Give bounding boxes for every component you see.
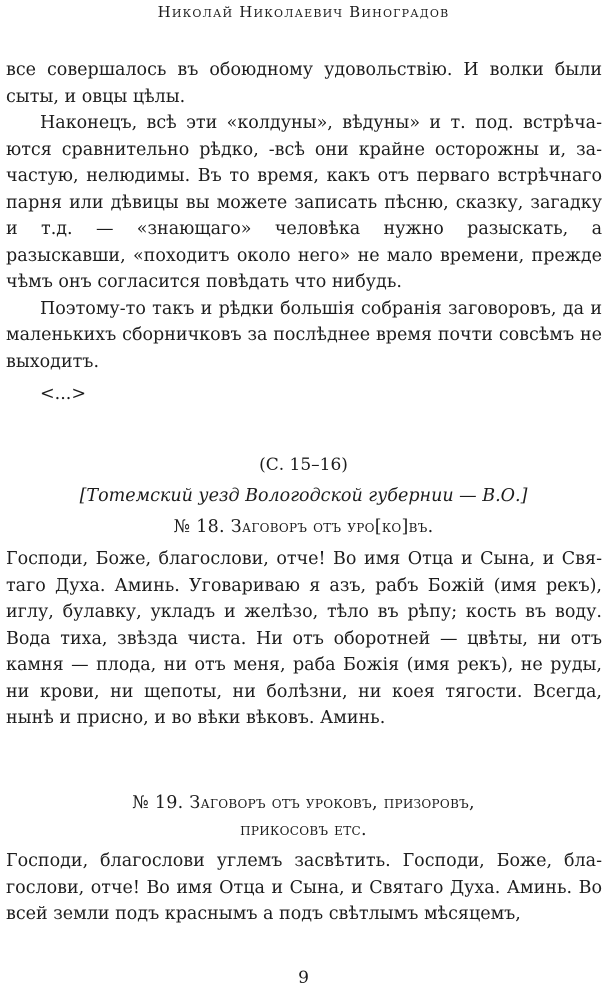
- text-line: Господи, благослови углемъ засвѣтить. Господи, Боже, бла-: [6, 851, 602, 871]
- text-line: Господи, Боже, благослови, отче! Во имя Отца и Сына, и Свя-: [6, 549, 602, 569]
- text-line: совсѣмъ не выходитъ.: [6, 325, 602, 372]
- text-line: камня — плода, ни отъ меня, раба Божiя (имя рекъ), не руды,: [6, 655, 602, 675]
- text-line: сыты, и овцы цѣлы.: [6, 86, 186, 107]
- text-line: Вода тиха, звѣзда чиста. Ни отъ оборотней — цвѣты, ни отъ: [6, 628, 602, 649]
- paragraph-3: [6, 296, 602, 376]
- text-line: да и маленькихъ сборничковъ за послѣднее время почти: [6, 298, 602, 345]
- text-line: Поэтому-то такъ и рѣдки большiя собранiя заговоровъ,: [40, 298, 557, 319]
- text-line: иглу, булавку, укладъ и желѣзо, тѣло въ рѣпу; кость въ воду.: [6, 602, 602, 622]
- source-reference: (С. 15–16): [259, 455, 348, 475]
- text-line: нынѣ и присно, и во вѣки вѣковъ. Аминь.: [6, 708, 386, 728]
- section-heading-19-continued: прикосовъ етс.: [240, 820, 367, 840]
- paragraph-18: [6, 546, 602, 732]
- paragraph-1: [6, 57, 602, 110]
- section-19-text: [6, 848, 602, 928]
- running-head: Николай Николаевич Виноградов: [157, 3, 450, 21]
- paragraph-19: [6, 848, 602, 928]
- text-line: и т.д. — «знающаго» человѣка нужно разыскать, а разыскавши,: [6, 219, 602, 266]
- paragraph-2: [6, 110, 602, 296]
- body-text-top: [6, 57, 602, 375]
- text-line: ни крови, ни щепоты, ни болѣзни, ни коея тягости. Всегда,: [6, 681, 602, 702]
- text-line: все совершалось въ обоюдному удовольствiю. И волки были: [6, 60, 602, 80]
- editorial-note: [Тотемский уезд Вологодской губернии — В.О.]: [79, 486, 528, 506]
- text-line: ются сравнительно рѣдко, -всѣ они крайне осторожны и, за-: [6, 139, 602, 160]
- text-line: Во всей земли подъ краснымъ а подъ свѣтлымъ мѣсяцемъ,: [6, 877, 602, 924]
- text-line: парня или дѣвицы вы можете записать пѣсню, сказку, загадку: [6, 192, 602, 213]
- text-line: частую, нелюдимы. Въ то время, какъ отъ перваго встрѣчнаго: [6, 166, 602, 186]
- text-line: гослови, отче! Во имя Отца и Сына, и Святаго Духа. Аминь.: [6, 877, 573, 898]
- section-heading-19: № 19. Заговоръ отъ уроковъ, призоровъ,: [132, 793, 475, 813]
- page-number: 9: [298, 968, 309, 988]
- text-line: «походитъ около него» не мало времени, прежде чѣмъ онъ: [6, 245, 602, 292]
- section-18-text: [6, 546, 602, 732]
- section-heading-18: № 18. Заговоръ отъ уро[ко]въ.: [173, 517, 434, 537]
- omission-mark: <...>: [40, 384, 87, 404]
- text-line: согласится повѣдать что нибудь.: [97, 272, 402, 292]
- text-line: таго Духа. Аминь. Уговариваю я азъ, рабъ Божiй (имя рекъ),: [6, 575, 602, 596]
- text-line: Наконецъ, всѣ эти «колдуны», вѣдуны» и т. под. встрѣча-: [40, 113, 602, 133]
